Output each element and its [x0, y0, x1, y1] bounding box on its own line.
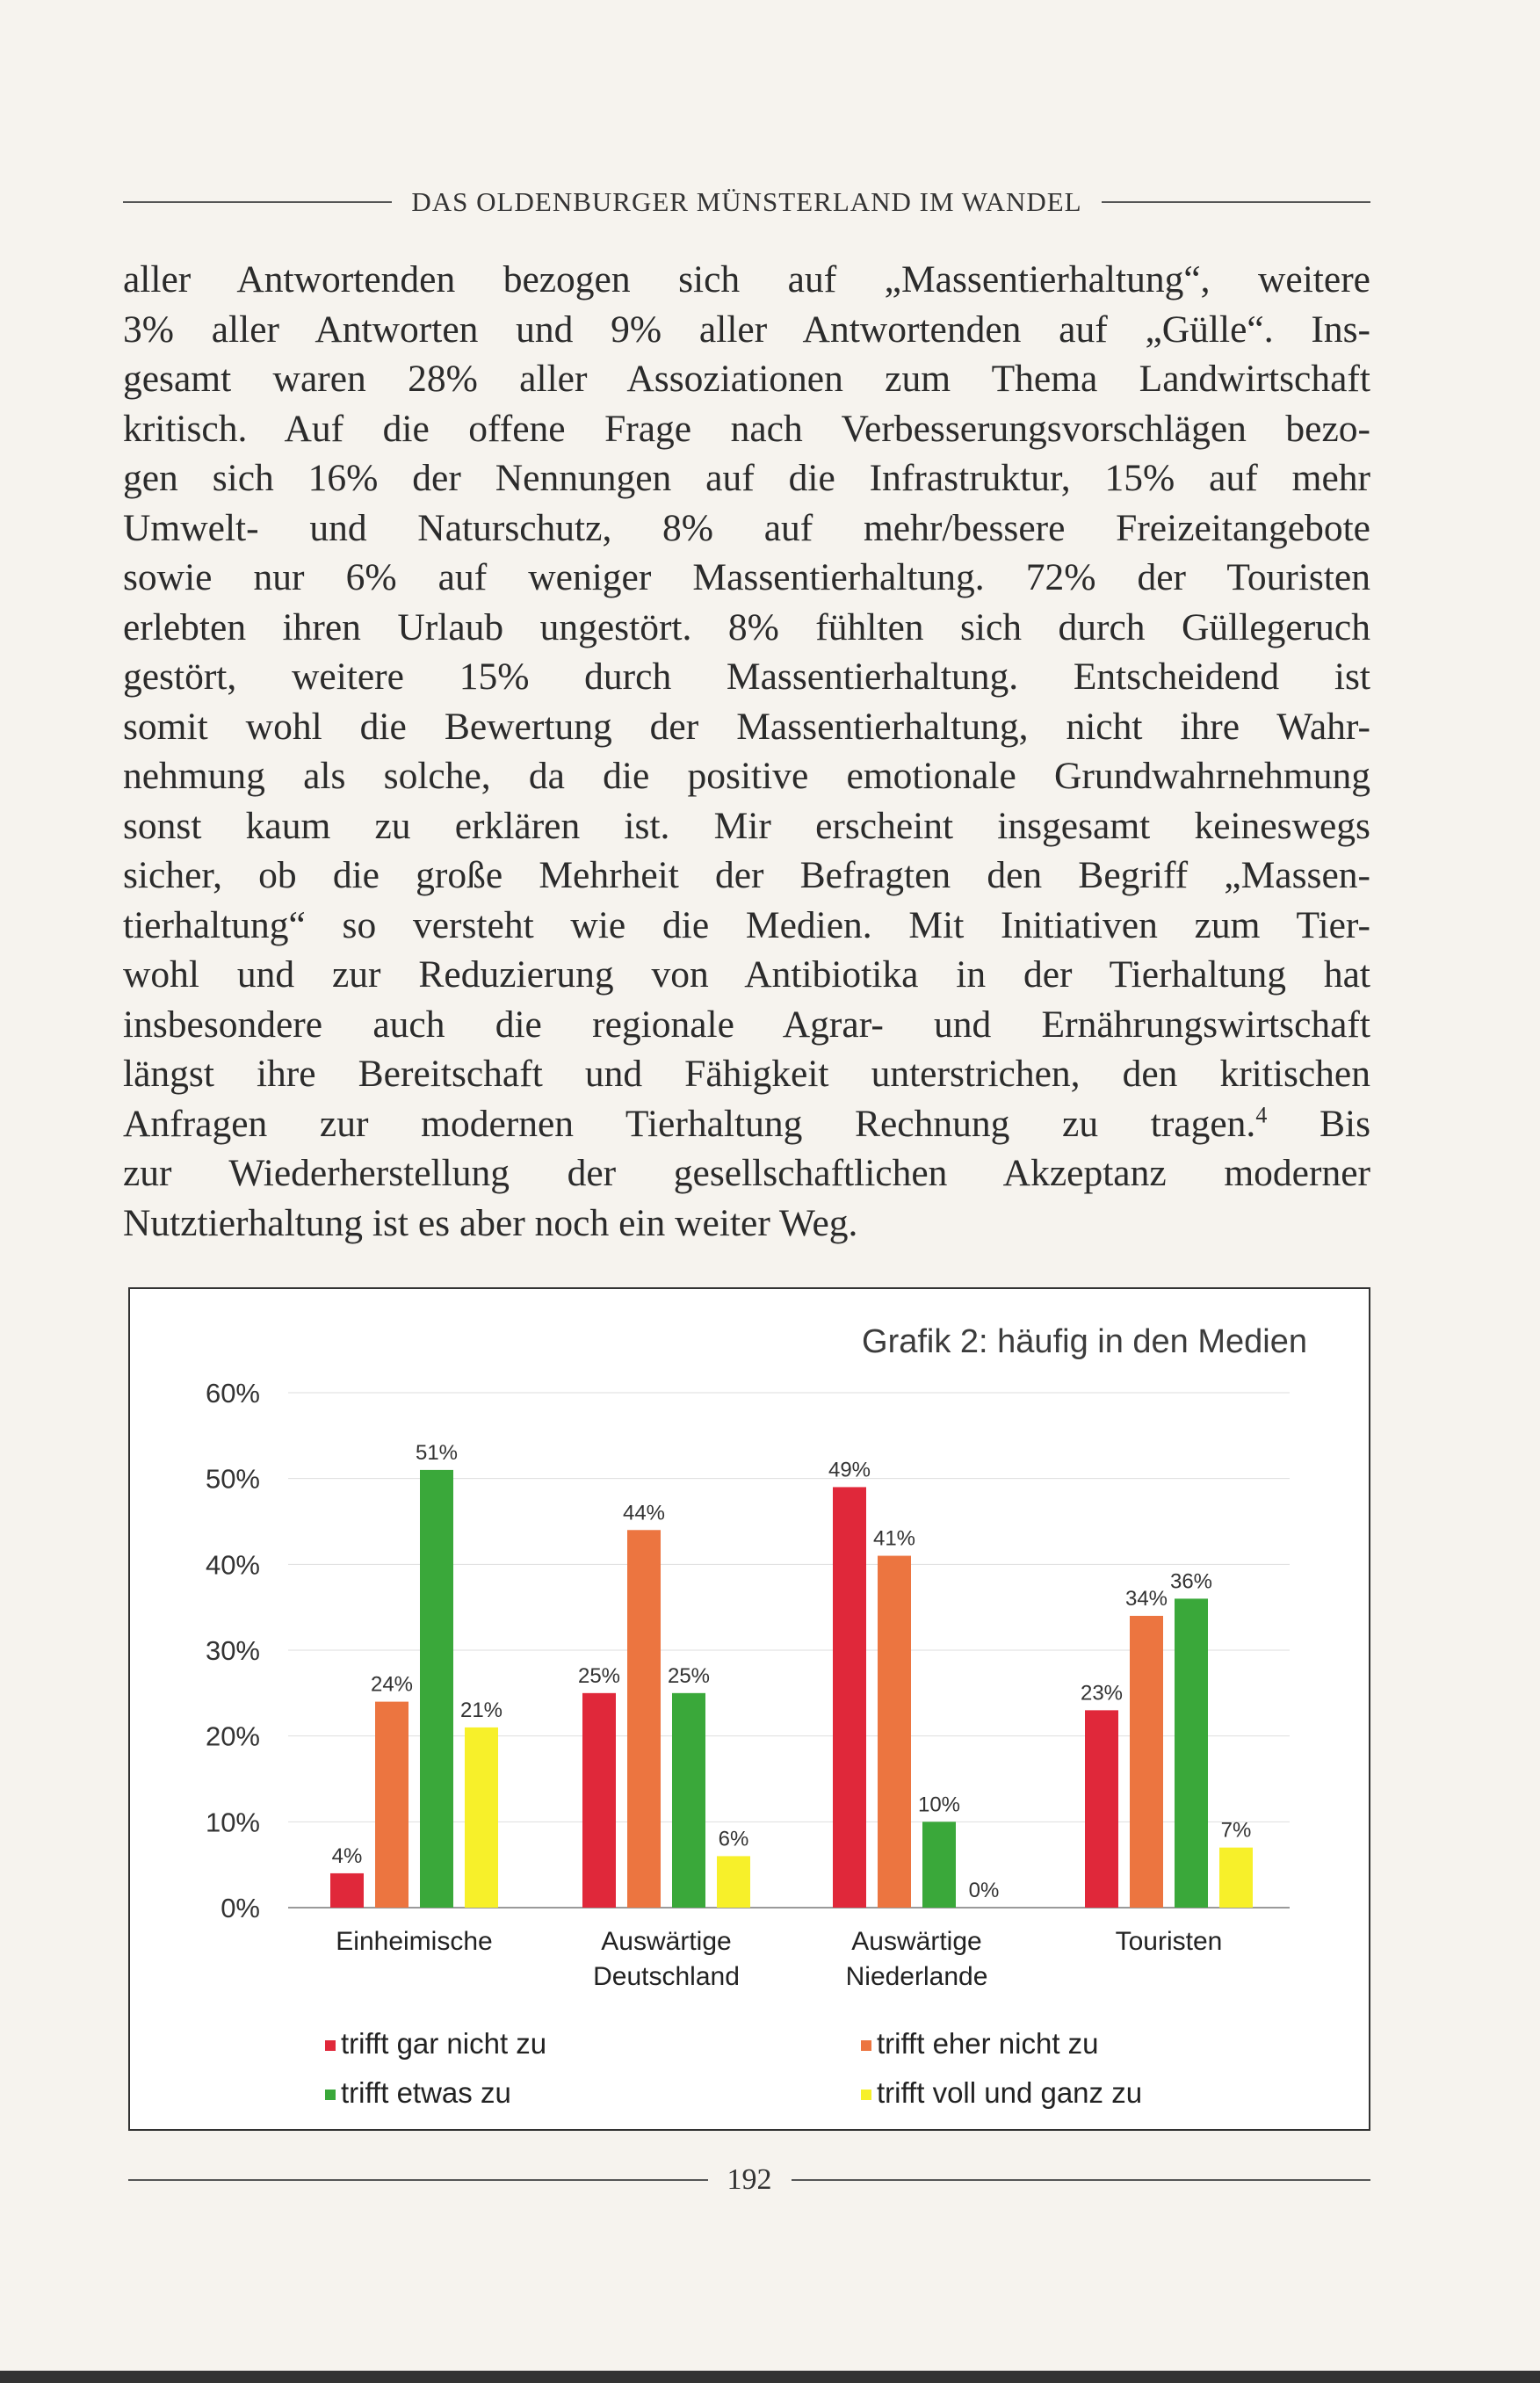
bar-2-3	[1175, 1598, 1208, 1908]
legend-swatch	[861, 2090, 871, 2100]
legend-swatch	[325, 2040, 336, 2051]
data-label: 24%	[370, 1672, 414, 1697]
data-label: 51%	[415, 1440, 459, 1465]
data-label: 7%	[1220, 1818, 1252, 1843]
y-tick-label: 60%	[205, 1378, 260, 1409]
data-label: 36%	[1169, 1569, 1213, 1594]
text-line: Umwelt- und Naturschutz, 8% auf mehr/bessere Freizeitangebote	[123, 506, 1370, 549]
text-line: sowie nur 6% auf weniger Massentierhaltung. 72% der Touristen	[123, 556, 1370, 598]
legend-swatch	[325, 2090, 336, 2100]
x-category-label: Niederlande	[845, 1962, 988, 1991]
body-text	[123, 255, 1370, 1248]
text-line: tierhaltung“ so versteht wie die Medien. Mit Initiativen zum Tier-	[123, 903, 1370, 946]
chart-figure	[128, 1287, 1370, 2131]
page-number: 192	[727, 2163, 772, 2196]
text-line: Nutztierhaltung ist es aber noch ein weiter Weg.	[123, 1201, 858, 1244]
text-line: insbesondere auch die regionale Agrar- und Ernährungswirtschaft	[123, 1003, 1370, 1046]
y-tick-label: 30%	[205, 1635, 260, 1666]
text-line: 3% aller Antworten und 9% aller Antwortenden auf „Gülle“. Ins-	[123, 308, 1370, 351]
text-line: wohl und zur Reduzierung von Antibiotika in der Tierhaltung hat	[123, 953, 1370, 996]
legend-label: trifft etwas zu	[341, 2076, 511, 2109]
text-line: gesamt waren 28% aller Assoziationen zum Thema Landwirtschaft	[123, 358, 1370, 400]
bar-1-1	[627, 1530, 661, 1908]
x-category-label: Auswärtige	[601, 1927, 732, 1956]
legend-label: trifft gar nicht zu	[341, 2027, 547, 2060]
running-head	[123, 186, 1370, 218]
data-label: 0%	[968, 1879, 1000, 1902]
page-footer	[128, 2163, 1370, 2197]
text-line: aller Antwortenden bezogen sich auf „Massentierhaltung“, weitere	[123, 258, 1370, 301]
data-label: 49%	[828, 1458, 871, 1482]
text-line: zur Wiederherstellung der gesellschaftlichen Akzeptanz moderner	[123, 1152, 1370, 1194]
data-label: 25%	[577, 1663, 621, 1688]
bar-1-3	[1130, 1616, 1163, 1908]
bar-2-2	[922, 1822, 956, 1908]
bar-0-1	[582, 1693, 616, 1908]
bar-0-2	[833, 1487, 866, 1908]
bar-0-3	[1085, 1710, 1118, 1908]
running-head-rule-right	[1102, 201, 1370, 203]
chart-title: Grafik 2: häufig in den Medien	[862, 1323, 1307, 1360]
y-tick-label: 10%	[205, 1807, 260, 1838]
data-label: 23%	[1080, 1681, 1124, 1706]
data-label: 34%	[1124, 1586, 1168, 1611]
data-label: 6%	[718, 1827, 749, 1851]
bar-2-1	[672, 1693, 705, 1908]
bar-1-0	[375, 1702, 408, 1908]
text-line: sicher, ob die große Mehrheit der Befragten den Begriff „Massen-	[123, 854, 1370, 896]
legend-label: trifft eher nicht zu	[877, 2027, 1099, 2060]
text-line: gen sich 16% der Nennungen auf die Infrastruktur, 15% auf mehr	[123, 457, 1370, 499]
y-tick-label: 50%	[205, 1463, 260, 1495]
legend-label: trifft voll und ganz zu	[877, 2076, 1143, 2109]
text-line: erlebten ihren Urlaub ungestört. 8% fühlten sich durch Güllegeruch	[123, 605, 1370, 648]
bar-3-3	[1219, 1848, 1253, 1908]
x-category-label: Auswärtige	[851, 1927, 982, 1956]
bar-0-0	[330, 1873, 364, 1908]
data-label: 10%	[917, 1793, 961, 1817]
x-category-label: Deutschland	[593, 1962, 740, 1991]
running-head-title: DAS OLDENBURGER MÜNSTERLAND IM WANDEL	[411, 186, 1082, 217]
text-line: nehmung als solche, da die positive emotionale Grundwahrnehmung	[123, 755, 1370, 797]
running-head-rule-left	[123, 201, 392, 203]
data-label: 41%	[872, 1526, 916, 1551]
bar-3-1	[717, 1856, 750, 1908]
text-line: kritisch. Auf die offene Frage nach Verbesserungsvorschlägen bezo-	[123, 407, 1370, 450]
x-category-label: Einheimische	[336, 1927, 493, 1956]
text-line: Anfragen zur modernen Tierhaltung Rechnung zu tragen.$^4$ Bis	[123, 1102, 1371, 1145]
y-tick-label: 40%	[205, 1549, 260, 1581]
text-line: längst ihre Bereitschaft und Fähigkeit unterstrichen, den kritischen	[123, 1053, 1370, 1095]
y-tick-label: 0%	[221, 1893, 260, 1923]
body-paragraph	[123, 255, 1370, 1248]
data-label: 44%	[622, 1501, 666, 1525]
x-category-label: Touristen	[1115, 1927, 1223, 1956]
footer-rule-left	[128, 2179, 708, 2181]
legend-swatch	[861, 2040, 871, 2051]
text-line: gestört, weitere 15% durch Massentierhaltung. Entscheidend ist	[123, 656, 1370, 698]
footer-rule-right	[792, 2179, 1371, 2181]
scan-edge	[0, 2371, 1540, 2383]
y-tick-label: 20%	[205, 1720, 260, 1752]
bar-chart	[130, 1289, 1369, 2129]
data-label: 25%	[667, 1663, 711, 1688]
bar-2-0	[420, 1470, 453, 1908]
text-line-continuation: Bis	[1267, 1102, 1371, 1145]
footnote-marker[interactable]: 4	[1255, 1102, 1268, 1127]
data-label: 4%	[331, 1843, 363, 1868]
data-label: 21%	[459, 1698, 503, 1722]
text-line: sonst kaum zu erklären ist. Mir erscheint insgesamt keineswegs	[123, 804, 1370, 847]
bar-1-2	[878, 1556, 911, 1908]
bar-3-0	[465, 1727, 498, 1908]
text-line: somit wohl die Bewertung der Massentierhaltung, nicht ihre Wahr-	[123, 705, 1370, 748]
